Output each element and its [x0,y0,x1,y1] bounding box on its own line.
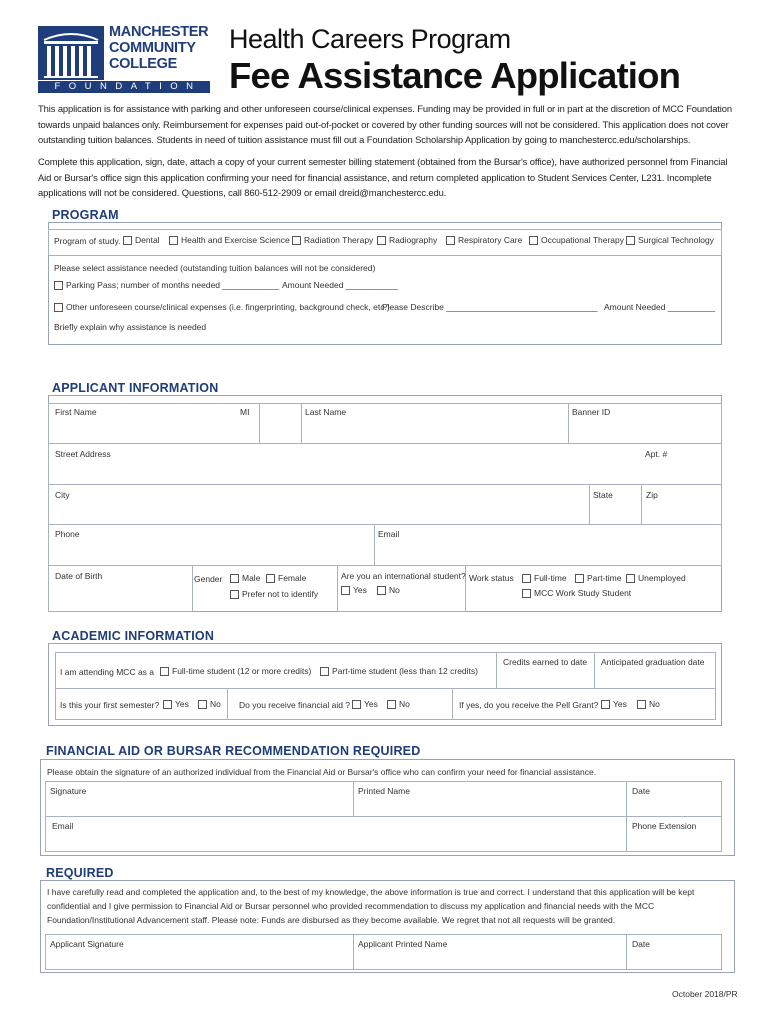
phone-field[interactable] [48,524,375,566]
first-sem-no-checkbox[interactable]: No [198,699,221,709]
required-section-title: REQUIRED [43,866,117,880]
zip-label: Zip [646,490,658,500]
logo-foundation-bar [38,81,210,93]
intro-paragraph-2: Complete this application, sign, date, attach a copy of your current semester billing statement (obtained from the Bursar's office), have authorized personnel from Financial Aid or Bursar's office sign this application confirming your need for financial assistance, and return completed application to Student Services Center, L231. Incomplete applications will not be considered. Questions, call 860-512-2909 or email dreid@manchestercc.edu. [38,156,728,198]
finaid-phone-ext-label: Phone Extension [632,821,697,831]
international-label: Are you an international student? [341,571,466,581]
assistance-needed-label: Please select assistance needed (outstanding tuition balances will not be considered) [54,263,376,273]
parking-pass-checkbox[interactable]: Parking Pass; number of months needed ____________ [54,280,279,290]
work-status-label: Work status [469,573,514,583]
logo-line-3: COLLEGE [109,56,177,72]
finaid-date-label: Date [632,786,650,796]
email-label: Email [378,529,400,539]
applicant-section-title: APPLICANT INFORMATION [49,381,221,395]
occupational-therapy-checkbox[interactable]: Occupational Therapy [529,235,624,245]
credits-earned-label: Credits earned to date [503,657,588,667]
finaid-signature-label: Signature [50,786,87,796]
email-field[interactable] [374,524,722,566]
title-program: Health Careers Program [229,24,511,54]
work-parttime-checkbox[interactable]: Part-time [575,573,621,583]
applicant-signature-label: Applicant Signature [50,939,124,949]
logo-line-2: COMMUNITY [109,40,196,56]
fin-aid-no-checkbox[interactable]: No [387,699,410,709]
describe-label: Please Describe ________________________________ [382,302,598,312]
work-study-checkbox[interactable]: MCC Work Study Student [522,588,631,598]
pell-grant-label: If yes, do you receive the Pell Grant? [459,700,599,710]
radiography-checkbox[interactable]: Radiography [377,235,437,245]
building-columns-icon [38,26,104,80]
male-checkbox[interactable]: Male [230,573,260,583]
pell-yes-checkbox[interactable]: Yes [601,699,627,709]
first-semester-label: Is this your first semester? [60,700,160,710]
finaid-note: Please obtain the signature of an authorized individual from the Financial Aid or Bursar's office who can confirm your need for financial assistance. [47,767,597,777]
logo-line-1: MANCHESTER [109,24,209,40]
applicant-date-label: Date [632,939,650,949]
gender-label: Gender [194,574,223,584]
parttime-student-checkbox[interactable]: Part-time student (less than 12 credits) [320,666,478,676]
finaid-signature-field[interactable] [45,781,354,817]
fin-aid-yes-checkbox[interactable]: Yes [352,699,378,709]
mi-label: MI [240,407,250,417]
other-expenses-checkbox[interactable]: Other unforeseen course/clinical expenses (i.e. fingerprinting, background check, etc.) [54,302,390,312]
phone-label: Phone [55,529,80,539]
fulltime-student-checkbox[interactable]: Full-time student (12 or more credits) [160,666,311,676]
other-amount-label: Amount Needed __________ [604,302,716,312]
last-name-label: Last Name [305,407,347,417]
dental-checkbox[interactable]: Dental [123,235,160,245]
pell-no-checkbox[interactable]: No [637,699,660,709]
applicant-printed-name-label: Applicant Printed Name [358,939,448,949]
prefer-not-checkbox[interactable]: Prefer not to identify [230,589,318,599]
city-field[interactable] [48,484,590,525]
apt-label: Apt. # [645,449,668,459]
first-name-label: First Name [55,407,97,417]
radiation-therapy-checkbox[interactable]: Radiation Therapy [292,235,373,245]
finaid-printed-name-label: Printed Name [358,786,410,796]
intl-yes-checkbox[interactable]: Yes [341,585,367,595]
graduation-date-label: Anticipated graduation date [601,657,705,667]
street-address-field[interactable] [48,443,722,485]
intl-no-checkbox[interactable]: No [377,585,400,595]
explain-label: Briefly explain why assistance is needed [54,322,207,332]
respiratory-care-checkbox[interactable]: Respiratory Care [446,235,522,245]
banner-id-label: Banner ID [572,407,611,417]
finaid-email-field[interactable] [45,816,627,852]
city-label: City [55,490,70,500]
financial-aid-label: Do you receive financial aid ? [239,700,351,710]
academic-section-title: ACADEMIC INFORMATION [49,629,217,643]
state-label: State [593,490,613,500]
logo-line-4: FOUNDATION [54,81,202,92]
first-sem-yes-checkbox[interactable]: Yes [163,699,189,709]
female-checkbox[interactable]: Female [266,573,306,583]
finaid-email-label: Email [52,821,74,831]
footer-date: October 2018/PR [672,989,738,999]
program-of-study-label: Program of study. [54,236,121,246]
attending-label: I am attending MCC as a [60,667,155,677]
title-application: Fee Assistance Application [229,55,681,96]
finaid-section-title: FINANCIAL AID OR BURSAR RECOMMENDATION REQUIRED [43,744,423,758]
dob-label: Date of Birth [55,571,103,581]
intro-paragraph-1: This application is for assistance with parking and other unforeseen course/clinical expenses. Funding may be provided in full or in part at the discretion of MCC Foundation towards unpaid balances only. Reimbursement for expenses paid out-of-pocket or covered by other funding sources will not be considered. This application does not cover outstanding tuition balances. Students in need of tuition assistance must fill out a Foundation Scholarship Application by going to manchestercc.edu/scholarships. [38,103,733,145]
mcc-foundation-logo [38,24,210,96]
parking-amount-label: Amount Needed ___________ [282,280,398,290]
program-section-title: PROGRAM [49,208,122,222]
surgical-technology-checkbox[interactable]: Surgical Technology [626,235,714,245]
work-fulltime-checkbox[interactable]: Full-time [522,573,567,583]
street-address-label: Street Address [55,449,111,459]
health-exercise-checkbox[interactable]: Health and Exercise Science [169,235,290,245]
required-statement: I have carefully read and completed the application and, to the best of my knowledge, the above information is true and correct. I understand that this application will be kept confidential and I give permission to Financial Aid or Bursar personnel who provided recommendation to discuss my application and financial needs with the MCC Foundation/Institutional Advancement staff. Please note: Funds are disbursed as they become available. We regret that not all requests will be granted. [47,887,695,925]
work-unemployed-checkbox[interactable]: Unemployed [626,573,686,583]
